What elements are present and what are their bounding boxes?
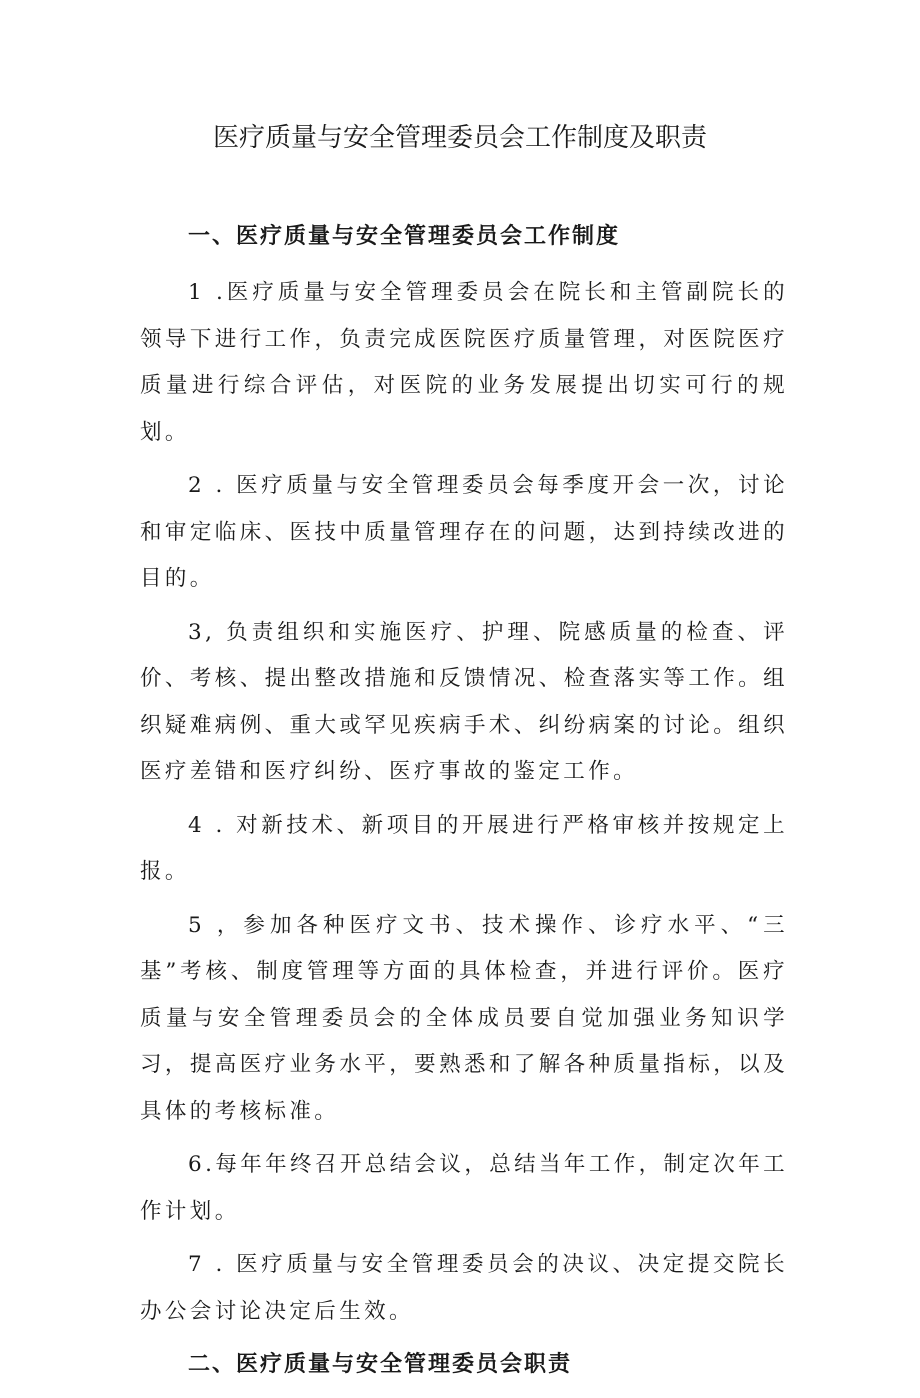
- paragraph-5: 5 ，参加各种医疗文书、技术操作、诊疗水平、“三基”考核、制度管理等方面的具体检查，并进行评价。医疗质量与安全管理委员会的全体成员要自觉加强业务知识学习，提高医疗业务水平，要熟悉和了解各种质量指标，以及具体的考核标准。: [140, 912, 788, 1124]
- paragraph-1: 1 .医疗质量与安全管理委员会在院长和主管副院长的领导下进行工作，负责完成医院医疗质量管理，对医院医疗质量进行综合评估，对医院的业务发展提出切实可行的规划。: [140, 280, 788, 445]
- paragraph-6: 6.每年年终召开总结会议，总结当年工作，制定次年工作计划。: [140, 1152, 789, 1224]
- paragraph-4: 4 . 对新技术、新项目的开展进行严格审核并按规定上报。: [140, 812, 788, 884]
- document-body: [140, 214, 788, 1398]
- section-heading-work-system: 一、医疗质量与安全管理委员会工作制度: [188, 224, 621, 249]
- section-heading-responsibilities: 二、医疗质量与安全管理委员会职责: [188, 1352, 573, 1377]
- paragraph-7: 7 . 医疗质量与安全管理委员会的决议、决定提交院长办公会讨论决定后生效。: [140, 1252, 788, 1324]
- paragraph-2: 2 . 医疗质量与安全管理委员会每季度开会一次，讨论和审定临床、医技中质量管理存在的问题，达到持续改进的目的。: [140, 473, 788, 591]
- paragraph-3: 3, 负责组织和实施医疗、护理、院感质量的检查、评价、考核、提出整改措施和反馈情况、检查落实等工作。组织疑难病例、重大或罕见疾病手术、纠纷病案的讨论。组织医疗差错和医疗纠纷、医疗事故的鉴定工作。: [140, 619, 788, 784]
- document-title: 医疗质量与安全管理委员会工作制度及职责: [212, 123, 707, 153]
